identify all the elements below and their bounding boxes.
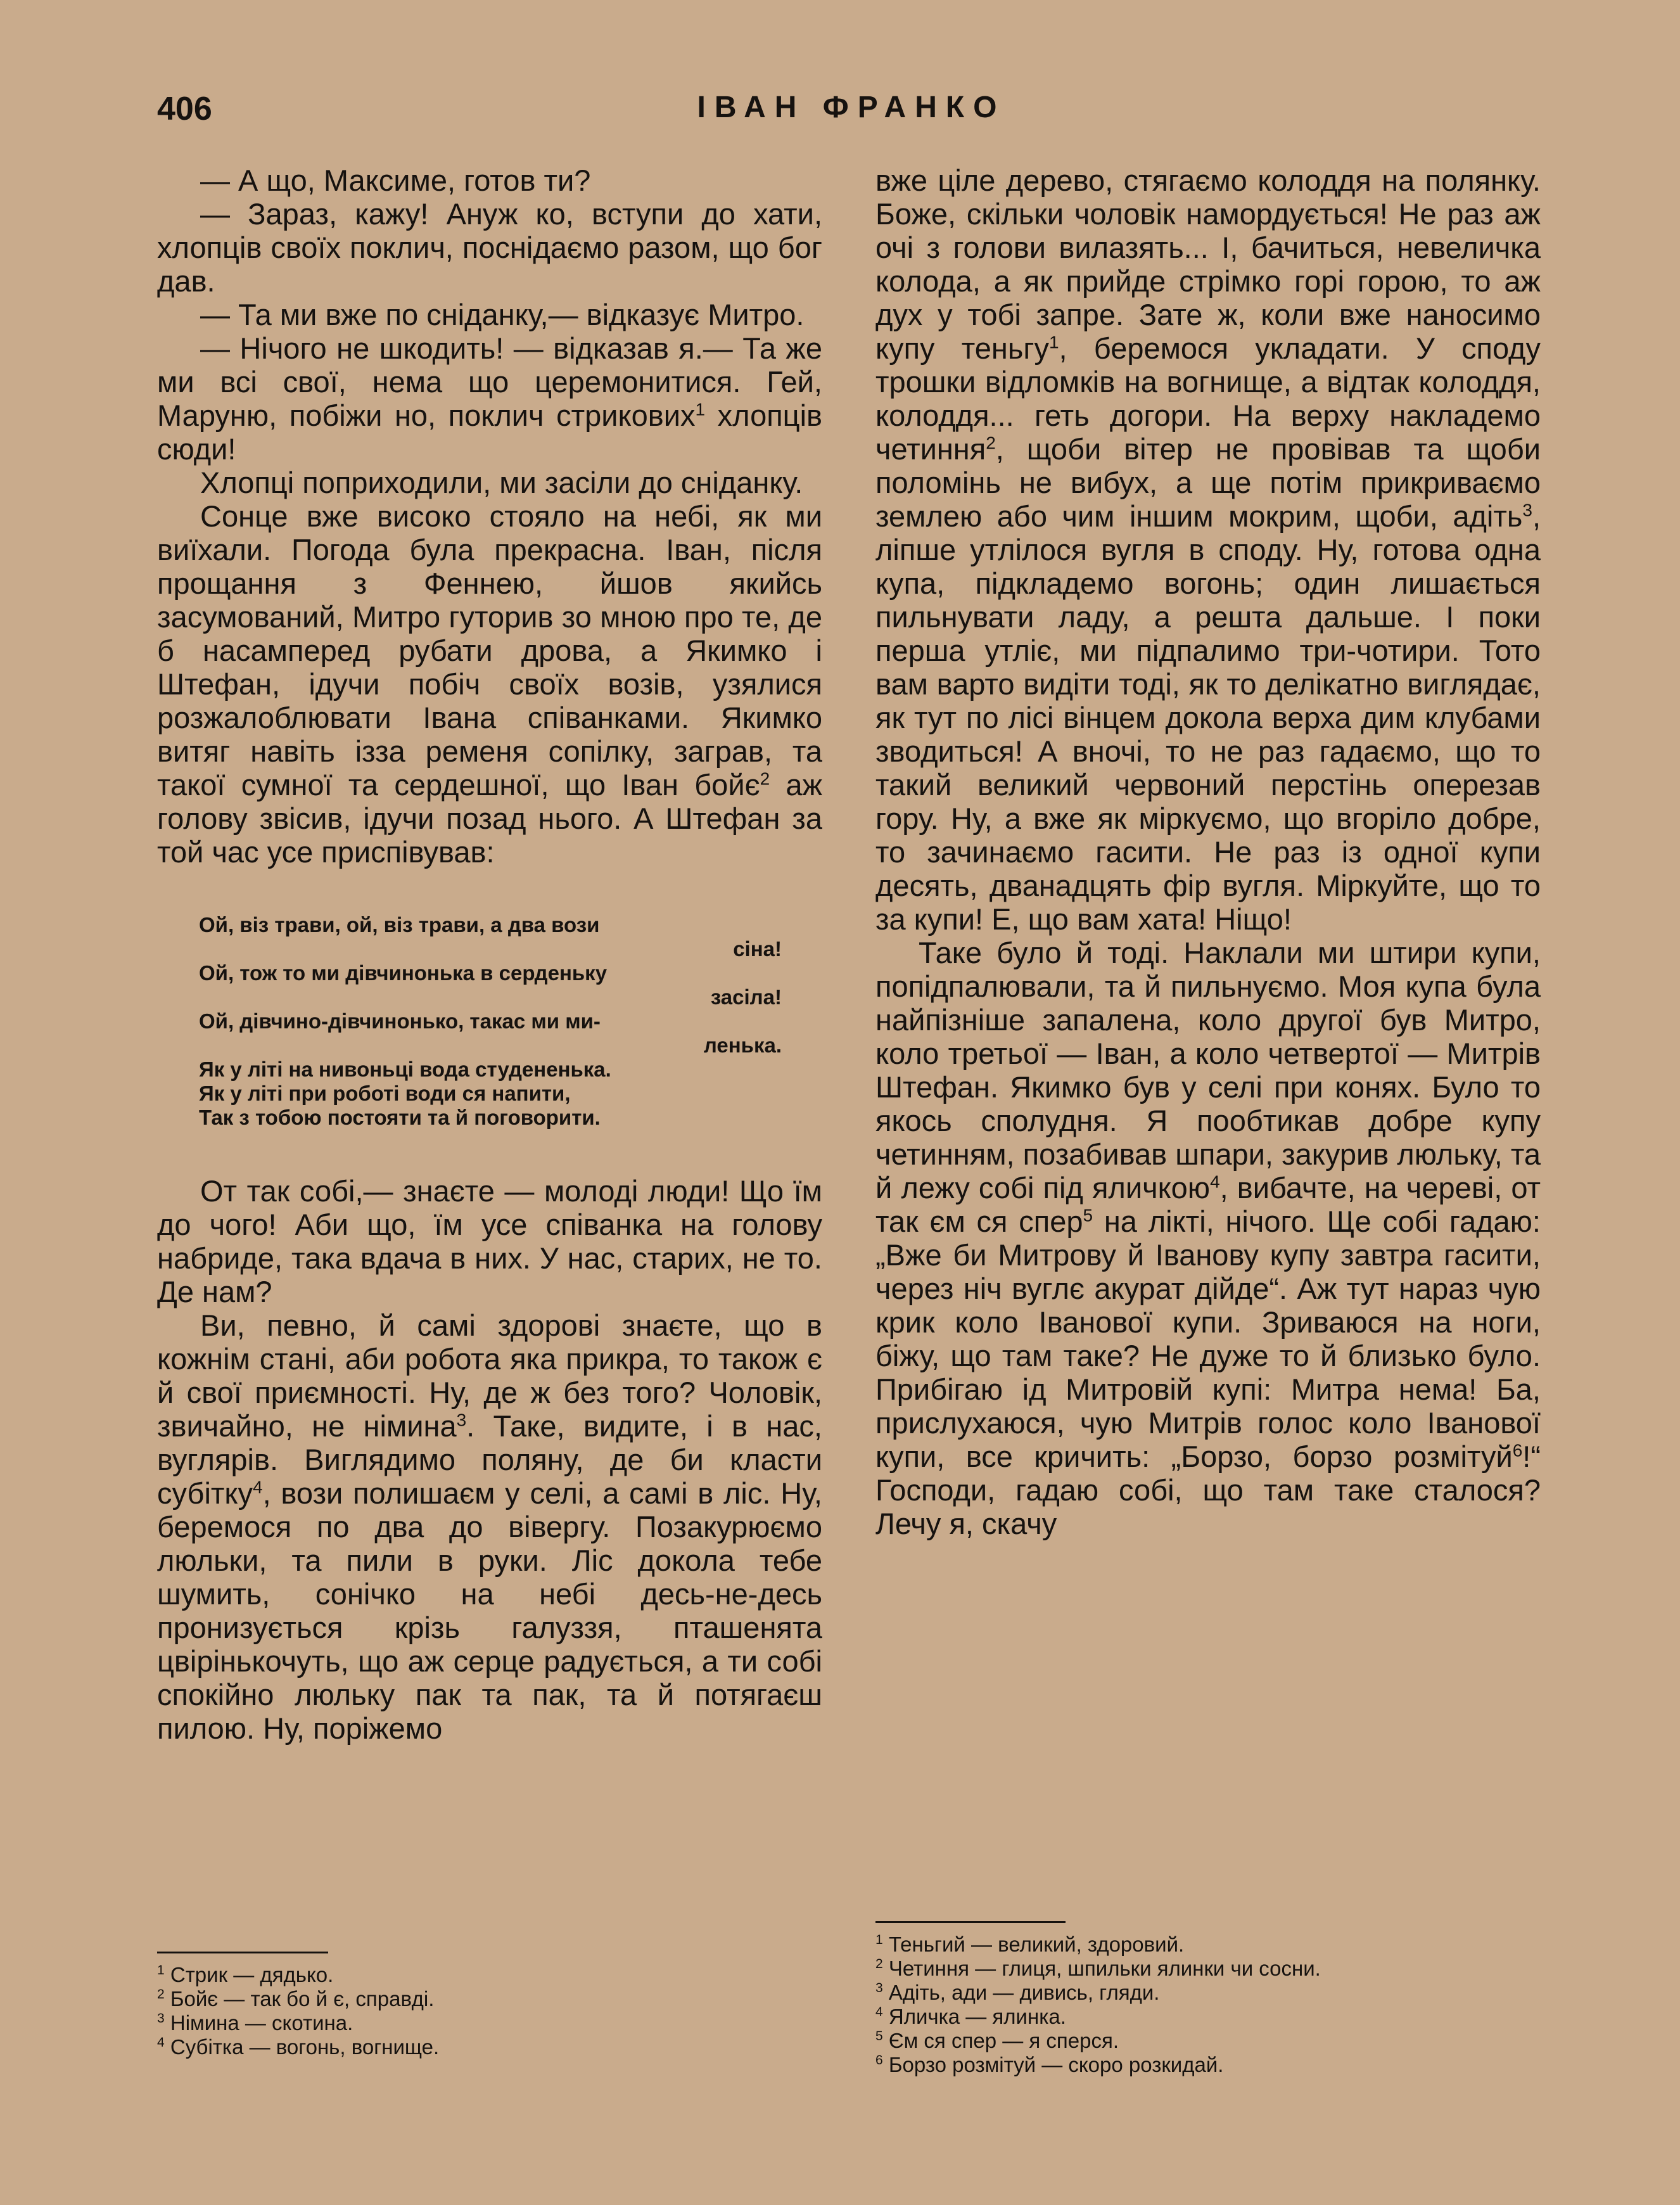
footnote [157, 2035, 822, 2059]
footnote [875, 2053, 1541, 2077]
paragraph-text: на лікті, нічого. Ще собі гадаю: „Вже би Митрову й Іванову купу завтра гасити, через ніч вуглє акурат дійде“. Аж тут нараз чую крик коло Іванової купи. Зриваюся на ноги, біжу, що там таке? Не дуже то й близько було. Прибігаю ід Митровій купі: Митра нема! Ба, прислухаюся, чую Митрів голос коло Іванової купи, все кричить: „Борзо, борзо розмітуй [875, 1205, 1541, 1473]
footnote-text: Стрик — дядько. [170, 1963, 334, 1986]
footnote-number: 4 [875, 2005, 883, 2019]
paragraph-text: хлопців сюди! [157, 399, 822, 466]
right-column [875, 163, 1541, 1540]
verse-line-continuation: засіла! [710, 985, 782, 1009]
footnote [157, 1963, 822, 1987]
verse-line: Ой, дівчино-дівчинонько, такас ми ми- [199, 1009, 601, 1033]
footnote-text: Єм ся спер — я сперся. [888, 2029, 1119, 2052]
footnote-number: 5 [875, 2029, 883, 2043]
footnote [157, 1987, 822, 2011]
footnote-text: Адіть, ади — дивись, гляди. [888, 1981, 1160, 2004]
verse-line-continuation: сіна! [733, 937, 782, 961]
footnote-ref: 1 [695, 399, 706, 419]
verse-line: Як у літі при роботі води ся напити, [199, 1082, 571, 1105]
footnote-ref: 3 [1522, 500, 1532, 520]
paragraph-text: , беремося укладати. У споду трошки відломків на вогнище, а відтак колоддя, колоддя... геть догори. На верху накладемо четиння [875, 331, 1541, 466]
footnote-number: 2 [875, 1957, 883, 1971]
footnote [875, 1981, 1541, 2005]
paragraph-text: , вози полишаєм у селі, а самі в ліс. Ну, беремося по два до вівергу. Позакурюємо люльки, та пили в руки. Ліс докола тебе шумить, сонічко на небі десь-не-десь пронизується крізь галуззя, пташенята цвірінькочуть, що аж серце радується, а ти собі спокійно люльку пак та пак, та й потягаєш пилою. Ну, поріжемо [157, 1476, 822, 1745]
footnote-number: 3 [157, 2011, 165, 2026]
footnote [157, 2011, 822, 2035]
footnote-divider [157, 1952, 328, 1953]
paragraph-text: . Таке, видите, і в нас, вуглярів. Виглядимо поляну, де би класти субітку [157, 1409, 822, 1510]
page-number: 406 [157, 91, 212, 127]
verse-line: Як у літі на нивоньці вода студененька. [199, 1058, 611, 1081]
paragraph: — А що, Максиме, готов ти? [200, 163, 591, 197]
paragraph-text: !“ Господи, гадаю собі, що там таке сталося? Лечу я, скачу [875, 1440, 1541, 1540]
footnote [875, 2005, 1541, 2029]
paragraph-text: аж голову звісив, ідучи позад нього. А Штефан за той час усе приспівував: [157, 768, 823, 869]
running-title: ІВАН ФРАНКО [697, 91, 1006, 124]
footnote-ref: 6 [1512, 1440, 1523, 1460]
footnote-number: 1 [157, 1963, 165, 1978]
footnote-divider [875, 1921, 1066, 1923]
verse-line: Ой, тож то ми дівчинонька в серденьку [199, 961, 608, 985]
paragraph [875, 936, 1541, 1540]
paragraph [157, 499, 822, 869]
footnote [875, 1957, 1541, 1981]
paragraph [157, 1308, 822, 1745]
paragraph-text: , вибачте, на череві, от так єм ся спер [875, 1171, 1541, 1238]
verse-line: Так з тобою постояти та й поговорити. [199, 1106, 601, 1129]
footnote-number: 4 [157, 2035, 165, 2050]
page-header [157, 90, 1546, 141]
paragraph-text: вже ціле дерево, стягаємо колоддя на полянку. Боже, скільки чоловік намордується! Не раз аж очі з голови вилазять... І, бачиться, невеличка колода, а як прийде стрімко горі горою, то аж дух у тобі запре. Зате ж, коли вже наносимо купу теньгу [875, 163, 1541, 365]
verse-line-continuation: ленька. [703, 1033, 782, 1057]
footnote-text: Теньгий — великий, здоровий. [888, 1933, 1185, 1956]
paragraph: Хлопці поприходили, ми засіли до сніданку. [200, 466, 803, 499]
footnotes-left [157, 1963, 822, 2059]
footnote [875, 1933, 1541, 1957]
footnote-text: Яличка — ялинка. [888, 2005, 1066, 2028]
paragraph: — Та ми вже по сніданку,— відказує Митро. [200, 298, 805, 331]
footnote-text: Четиння — глиця, шпильки ялинки чи сосни. [888, 1957, 1321, 1980]
song-verse [199, 913, 782, 1130]
footnote-text: Бойє — так бо й є, справді. [170, 1987, 435, 2010]
footnote-ref: 1 [1048, 332, 1059, 352]
paragraph [157, 331, 822, 466]
paragraph-text: , ліпше утлілося вугля в споду. Ну, готова одна купа, підкладемо вогонь; один лишається пильнувати ладу, а решта дальше. І поки перша утліє, ми підпалимо три-чотири. Тото вам варто видіти тоді, як то делікатно виглядає, як тут по лісі вінцем докола верха дим клубами зводиться! А вночі, то не раз гадаємо, що то такий великий червоний перстінь оперезав гору. Ну, а вже як міркуємо, що вгоріло добре, то зачинаємо гасити. Не раз із одної купи десять, дванадцять фір вугля. Міркуйте, що то за купи! Е, що вам хата! Ніщо! [875, 499, 1541, 936]
paragraph [875, 163, 1541, 936]
footnote-ref: 4 [1210, 1172, 1220, 1192]
footnote-number: 3 [875, 1981, 883, 1995]
footnote-number: 6 [875, 2053, 883, 2068]
paragraph-text: — Нічого не шкодить! — відказав я.— Та же ми всі свої, нема що церемонитися. Гей, Маруню, побіжи но, поклич стрикових [157, 331, 822, 432]
left-column [157, 163, 822, 1745]
footnote-text: Борзо розмітуй — скоро розкидай. [888, 2053, 1224, 2076]
verse-line: Ой, віз трави, ой, віз трави, а два вози [199, 913, 600, 936]
paragraph-text: Таке було й тоді. Наклали ми штири купи, попідпалювали, та й пильнуємо. Моя купа була найпізніше запалена, коло другої був Митро, коло третьої — Іван, а коло четвертої — Митрів Штефан. Якимко був у селі при конях. Було то якось сполудня. Я пообтикав добре купу четинням, позабивав шпари, закурив люльку, та й лежу собі під яличкою [875, 936, 1541, 1205]
footnote-ref: 2 [760, 769, 770, 789]
paragraph-text: , щоби вітер не провівав та щоби поломінь не вибух, а ще потім прикриваємо землею або чим іншим мокрим, щоби, адіть [875, 432, 1541, 533]
paragraph-text: Сонце вже високо стояло на небі, як ми виїхали. Погода була прекрасна. Іван, після прощання з Феннею, йшов якийсь засумований, Митро гуторив зо мною про те, де б насамперед рубати дрова, а Якимко і Штефан, ідучи побіч своїх возів, узялися розжалоблювати Івана співанками. Якимко витяг навіть ізза ременя сопілку, заграв, та такої сумної та сердешної, що Іван бойє [157, 499, 822, 802]
footnote-text: Німина — скотина. [170, 2011, 353, 2035]
paragraph: — Зараз, кажу! Ануж ко, вступи до хати, хлопців своїх поклич, поснідаємо разом, що бог дав. [157, 197, 822, 298]
footnote-text: Субітка — вогонь, вогнище. [170, 2035, 440, 2059]
paragraph-text: Ви, певно, й самі здорові знаєте, що в кожнім стані, аби робота яка прикра, то також є й свої приємності. Ну, де ж без того? Чоловік, звичайно, не німина [157, 1308, 822, 1443]
footnotes-right [875, 1933, 1541, 2077]
paragraph: От так собі,— знаєте — молоді люди! Що їм до чого! Аби що, їм усе співанка на голову набриде, така вдача в них. У нас, старих, не то. Де нам? [157, 1174, 822, 1308]
footnote-ref: 3 [456, 1410, 467, 1430]
footnote-ref: 4 [253, 1477, 263, 1497]
footnote-number: 1 [875, 1933, 883, 1947]
footnote-ref: 2 [986, 433, 996, 453]
footnote-ref: 5 [1083, 1205, 1093, 1225]
footnote [875, 2029, 1541, 2053]
footnote-number: 2 [157, 1987, 165, 2002]
